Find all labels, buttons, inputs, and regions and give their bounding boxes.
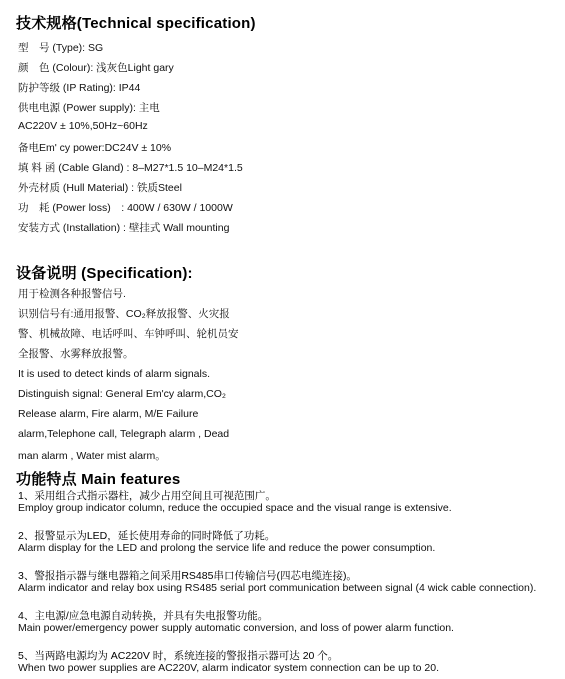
spec-power-loss: 功 耗 (Power loss) : 400W / 630W / 1000W (18, 202, 233, 214)
specification-line: It is used to detect kinds of alarm signals. (18, 368, 211, 380)
feature-2-en: Alarm display for the LED and prolong the service life and reduce the power consumption. (18, 542, 436, 554)
spec-power-supply: 供电电源 (Power supply): 主电 (18, 102, 160, 114)
specification-line: 用于检测各种报警信号. (18, 288, 126, 300)
specification-line: man alarm , Water mist alarm。 (18, 450, 166, 462)
specification-line: Release alarm, Fire alarm, M/E Failure (18, 408, 199, 420)
feature-1-cn: 1、采用组合式指示器柱，减少占用空间且可视范围广。 (18, 490, 276, 502)
feature-3-cn: 3、警报指示器与继电器箱之间采用RS485串口传输信号(四芯电缆连接)。 (18, 570, 357, 582)
spec-cable-gland: 填 料 函 (Cable Gland) : 8–M27*1.5 10–M24*1.5 (18, 162, 243, 174)
feature-3-en: Alarm indicator and relay box using RS485 serial port communication between signal (4 wick cable connection). (18, 582, 537, 594)
main-features-heading: 功能特点 Main features (16, 471, 181, 488)
spec-colour: 颜 色 (Colour): 浅灰色Light gary (18, 62, 174, 74)
feature-5-en: When two power supplies are AC220V, alarm indicator system connection can be up to 20. (18, 662, 440, 674)
spec-installation: 安装方式 (Installation) : 壁挂式 Wall mounting (18, 222, 230, 234)
technical-specification-heading: 技术规格(Technical specification) (16, 15, 256, 32)
specification-line: Distinguish signal: General Em'cy alarm,CO₂ (18, 388, 226, 400)
specification-line: 识别信号有:通用报警、CO₂释放报警、火灾报 (18, 308, 230, 320)
spec-hull-material: 外壳材质 (Hull Material) : 铁质Steel (18, 182, 182, 194)
spec-ip-rating: 防护等级 (IP Rating): IP44 (18, 82, 141, 94)
feature-5-cn: 5、当两路电源均为 AC220V 时，系统连接的警报指示器可达 20 个。 (18, 650, 339, 662)
spec-ac-voltage: AC220V ± 10%,50Hz~60Hz (18, 120, 148, 132)
feature-4-cn: 4、主电源/应急电源自动转换，并具有失电报警功能。 (18, 610, 269, 622)
spec-type: 型 号 (Type): SG (18, 42, 104, 54)
specification-line: 警、机械故障、电话呼叫、车钟呼叫、轮机员安 (18, 328, 239, 340)
spec-emergency-power: 备电Em' cy power:DC24V ± 10% (18, 142, 172, 154)
feature-1-en: Employ group indicator column, reduce the occupied space and the visual range is extensive. (18, 502, 452, 514)
specification-heading: 设备说明 (Specification): (16, 265, 193, 282)
specification-line: 全报警、水雾释放报警。 (18, 348, 134, 360)
feature-4-en: Main power/emergency power supply automatic conversion, and loss of power alarm function. (18, 622, 454, 634)
feature-2-cn: 2、报警显示为LED，延长使用寿命的同时降低了功耗。 (18, 530, 276, 542)
specification-line: alarm,Telephone call, Telegraph alarm , Dead (18, 428, 230, 440)
